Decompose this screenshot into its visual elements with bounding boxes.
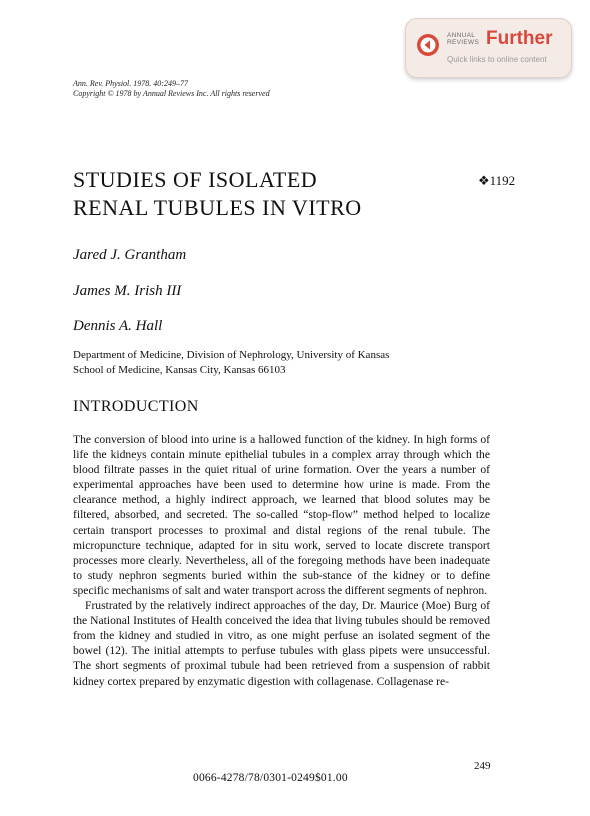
citation	[73, 79, 270, 99]
play-arrow-icon	[416, 33, 440, 57]
footer-code: 0066-4278/78/0301-0249$01.00	[193, 772, 348, 784]
paragraph: Frustrated by the relatively indirect approaches of the day, Dr. Maurice (Moe) Burg of the National Institutes of Health conceived the idea that living tubules should be removed from the kidney and studied in vitro, as one might perfuse an isolated segment of the bowel (12). The initial attempts to perfuse tubules with glass pipets were unsuccessful. The short segments of proximal tubule had been retrieved from a suspension of rabbit kidney cortex prepared by enzymatic digestion with collagenase. Collagenase re-	[73, 599, 490, 688]
author-1: Jared J. Grantham	[73, 247, 187, 263]
paragraph: The conversion of blood into urine is a hallowed function of the kidney. In high forms of life the kidneys contain minute epithelial tubules in a complex array through which the blood filtrate passes in the quiet ritual of urine formation. Over the years a number of experimental approaches have been used to determine how urine is made. From the clearance method, a highly indirect approach, we learned that blood solutes may be filtered, absorbed, and secreted. The so-called “stop-flow” method helped to localize certain transport processes to proximal and distal regions of the renal tubule. The micropuncture technique, adapted for in situ work, served to locate discrete transport processes more clearly. Nevertheless, all of the foregoing methods have been inadequate to study nephron segments buried within the sub-stance of the kidney or to define specific mechanisms of salt and water transport across the different segments of nephron.	[73, 433, 490, 597]
citation-copyright: Copyright © 1978 by Annual Reviews Inc. All rights reserved	[73, 89, 270, 98]
affiliation: Department of Medicine, Division of Nephrology, University of Kansas School of Medicine, Kansas City, Kansas 66103	[73, 349, 390, 376]
author-3: Dennis A. Hall	[73, 318, 163, 334]
further-brand: Further	[486, 28, 553, 49]
quick-links-text[interactable]: Quick links to online content	[447, 55, 547, 64]
author-2: James M. Irish III	[73, 283, 182, 299]
further-badge[interactable]	[405, 18, 572, 78]
body-text	[73, 432, 490, 689]
article-number: ❖1192	[478, 173, 516, 188]
section-heading: INTRODUCTION	[73, 398, 199, 415]
article-title: STUDIES OF ISOLATED RENAL TUBULES IN VITRO	[73, 167, 362, 220]
annual-reviews-wordmark: ANNUAL REVIEWS	[447, 32, 480, 46]
page-number: 249	[474, 760, 491, 772]
citation-journal: Ann. Rev. Physiol. 1978. 40:249–77	[73, 79, 188, 88]
